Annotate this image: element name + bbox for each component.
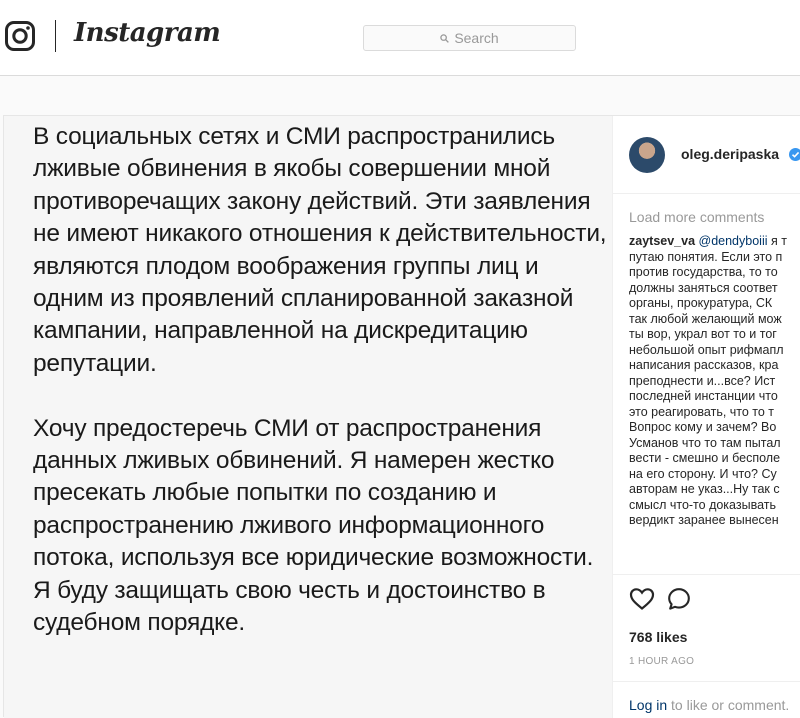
comment-item [629, 234, 800, 572]
logo-divider [55, 20, 56, 52]
comment-fade-overlay [613, 562, 800, 574]
instagram-wordmark[interactable]: Instagram [74, 18, 221, 48]
post-container [3, 115, 800, 717]
statement-text [33, 121, 609, 639]
login-link[interactable]: Log in [629, 697, 668, 713]
comment-bubble-icon[interactable] [667, 587, 691, 611]
load-more-comments-link[interactable]: Load more comments [629, 209, 765, 225]
login-prompt [613, 681, 800, 718]
post-timestamp: 1 HOUR AGO [629, 656, 695, 667]
comment-username[interactable]: zaytsev_va [629, 234, 696, 248]
instagram-camera-icon[interactable] [4, 20, 36, 52]
comment-text: я т путаю понятия. Если это п против государства, то то должны заняться соответ органы, прокуратура, СК так любой желающий мож ты вор, украл вот то и тог небольшой опыт рифмапл написания рассказов, кра преподнести и...все? Ист последней инстанции что это реагировать, что то т Вопрос кому и зачем? Во Усманов что то там пытал вести - смешно и бесполе на его сторону. И что? Су авторам не указ...Ну так с смысл что-то доказывать вердикт заранее вынесен [629, 234, 787, 527]
post-sidebar [613, 116, 800, 718]
statement-paragraph-2: Хочу предостеречь СМИ от распространения данных лживых обвинений. Я намерен жестко пресекать любые попытки по созданию и распространению лживого информационного потока, используя все юридические возможности. Я буду защищать свою честь и достоинство в судебном порядке. [33, 414, 594, 637]
likes-count[interactable]: 768 likes [629, 629, 688, 645]
post-image[interactable] [4, 116, 613, 718]
search-input[interactable] [363, 25, 576, 51]
author-avatar[interactable] [629, 137, 665, 173]
search-placeholder: Search [454, 30, 499, 46]
verified-badge-icon [789, 148, 800, 161]
search-icon [440, 34, 449, 43]
top-navigation-bar [0, 0, 800, 76]
post-actions [613, 574, 800, 718]
author-username[interactable]: oleg.deripaska [681, 146, 780, 162]
login-suffix: to like or comment. [667, 697, 790, 713]
post-header [613, 116, 800, 194]
heart-icon[interactable] [629, 587, 655, 611]
comment-mention[interactable]: @dendyboiii [698, 234, 768, 248]
statement-paragraph-1: В социальных сетях и СМИ распространились лживые обвинения в якобы совершении мной противоречащих закону действий. Эти заявления не имеют никакого отношения к действительности, являются плодом воображения группы лиц и одним из проявлений спланированной заказной кампании, направленной на дискредитацию репутации. [33, 123, 607, 377]
